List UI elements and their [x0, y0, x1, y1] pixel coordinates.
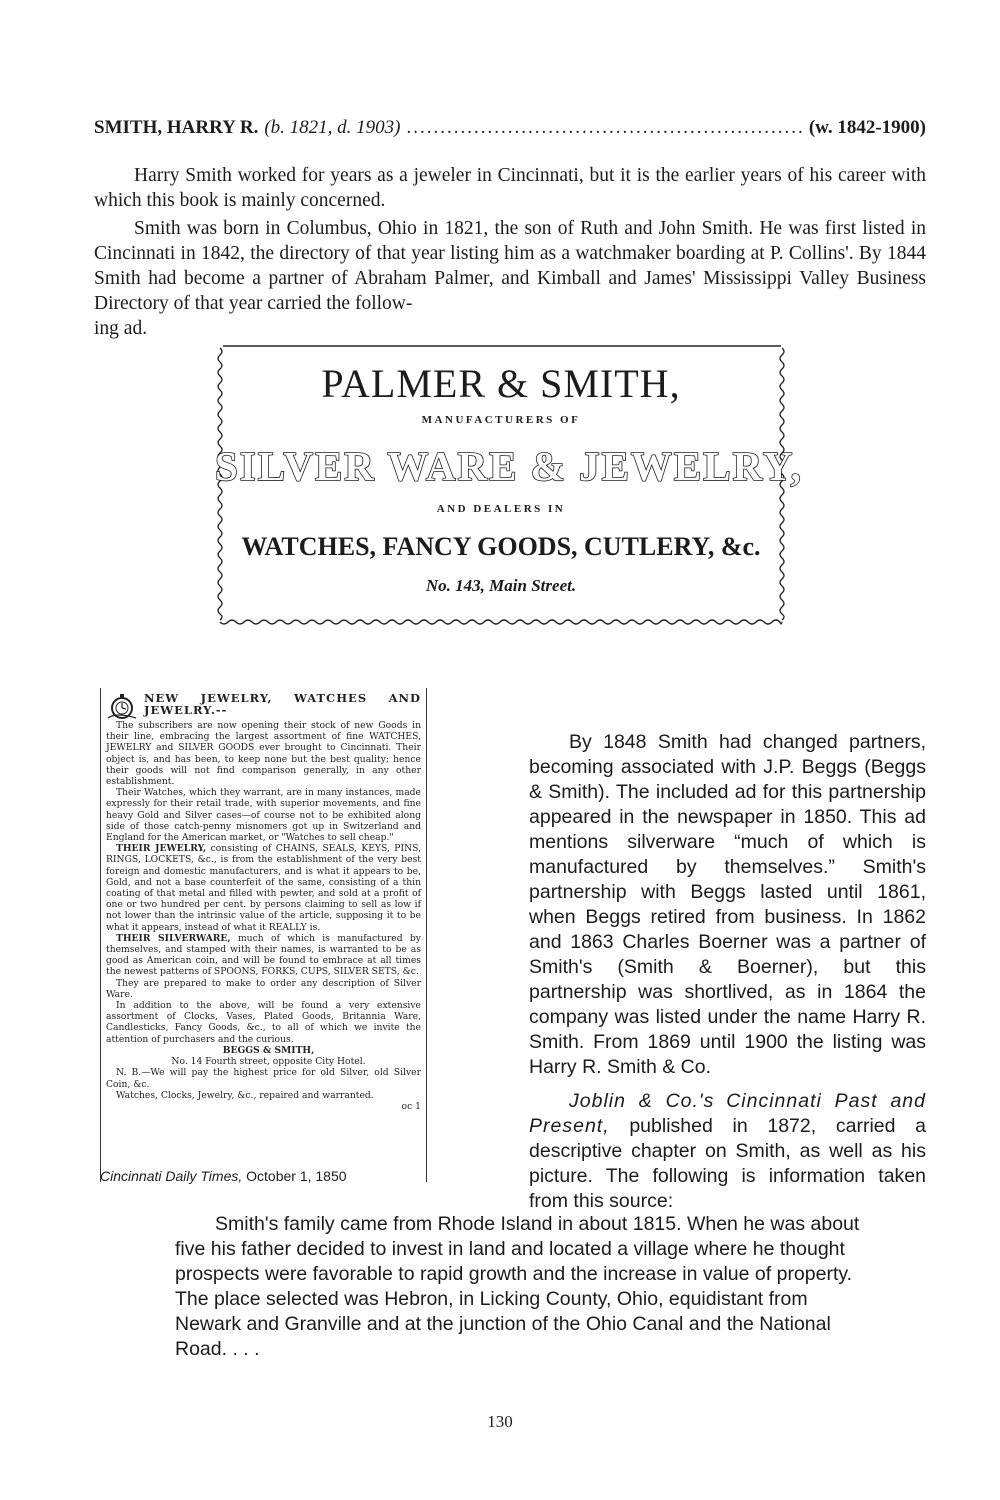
biography-paragraph-end: ing ad.: [94, 318, 148, 339]
right-column: [529, 730, 926, 1214]
ad-paragraph: They are prepared to make to order any description of Silver Ware.: [106, 977, 421, 1000]
caption-date: October 1, 1850: [246, 1168, 347, 1184]
page-number: 130: [487, 1412, 513, 1431]
ad-dealers-line: AND DEALERS IN: [436, 503, 566, 515]
ad-paragraph-text: consisting of CHAINS, SEALS, KEYS, PINS, RINGS, LOCKETS, &c., is from the establishment of the very best foreign and domestic manufacturers, and is what it appears to be, Gold, and not a base counterfeit of the same, consisting of a thin coating of that metal and filled with pewter, and sold at a profit of one or two hundred per cent. by persons claiming to sell as low if not lower than the intrinsic value of the article, supposing it to be what it appears, instead of what it REALLY is.: [106, 843, 421, 933]
block-quote: Smith's family came from Rhode Island in about 1815. When he was about five his father decided to invest in land and located a village where he thought prospects were favorable to rapid growth and the increase in value of property. The place selected was Hebron, in Licking County, Ohio, equidistant from Newark and Granville and at the junction of the Ohio Canal and the National Road. . . .: [175, 1213, 860, 1360]
partnership-paragraph: By 1848 Smith had changed partners, becoming associated with J.P. Beggs (Beggs & Smith). The included ad for this partnership appeared in the newspaper in 1850. This ad mentions silverware “much of which is manufactured by themselves.” Smith's partnership with Beggs lasted until 1861, when Beggs retired from business. In 1862 and 1863 Charles Boerner was a partner of Smith's (Smith & Boerner), but this partnership was shortlived, as in 1864 the company was listed under the name Harry R. Smith. From 1869 until 1900 the listing was Harry R. Smith & Co.: [529, 731, 926, 1078]
ad-paragraph: Their Watches, which they warrant, are in many instances, made expressly for their retail trade, with superior movements, and fine heavy Gold and Silver cases—of course not to be exhibited along side of those catch-penny misnomers got up in Switzerland and England for the American market, or "Watches to sell cheap.": [106, 787, 421, 844]
ad-note: N. B.—We will pay the highest price for old Silver, old Silver Coin, &c.: [106, 1067, 421, 1090]
ad-products-line: SILVER WARE & JEWELRY,: [215, 443, 803, 489]
dot-leader: [407, 117, 803, 139]
ad-caption: [100, 1168, 420, 1184]
ad-address-line: No. 143, Main Street.: [425, 576, 577, 595]
ad-firm-name: PALMER & SMITH,: [321, 361, 681, 406]
ad-header: [106, 692, 421, 720]
entry-life-dates: (b. 1821, d. 1903): [264, 117, 401, 138]
entry-heading: [94, 117, 926, 143]
beggs-smith-advertisement: [100, 688, 427, 1182]
source-title: Cincinnati Past and Present,: [529, 1090, 926, 1137]
entry-working-dates: (w. 1842-1900): [808, 117, 926, 138]
ad-paragraph: In addition to the above, will be found a very extensive assortment of Clocks, Vases, Plated Goods, Britannia Ware, Candlesticks, Fancy Goods, &c., to all of which we invite the attention of purchasers and the curious.: [106, 1000, 421, 1045]
ad-paragraph: [106, 843, 421, 933]
ad-repairs: Watches, Clocks, Jewelry, &c., repaired and warranted.: [116, 1089, 374, 1101]
ad-insertion-code: oc 1: [401, 1100, 421, 1112]
intro-paragraph: Harry Smith worked for years as a jeweler in Cincinnati, but it is the earlier years of his career with which this book is mainly concerned.: [94, 165, 926, 211]
source-paragraph: [529, 1089, 926, 1214]
ad-paragraph: [106, 933, 421, 978]
biography-paragraph: Smith was born in Columbus, Ohio in 1821, the son of Ruth and John Smith. He was first listed in Cincinnati in 1842, the directory of that year listing him as a watchmaker boarding at P. Collins'. By 1844 Smith had become a partner of Abraham Palmer, and Kimball and James' Mississippi Valley Business Directory of that year carried the follow-: [94, 218, 926, 314]
entry-name: SMITH, HARRY R.: [94, 117, 259, 138]
ad-address: No. 14 Fourth street, opposite City Hotel.: [171, 1056, 366, 1068]
ad-caps-lead: THEIR SILVERWARE,: [116, 932, 231, 944]
ad-caps-lead: THEIR JEWELRY,: [116, 843, 207, 855]
source-publisher: Joblin & Co.'s: [569, 1090, 715, 1112]
caption-source: Cincinnati Daily Times,: [100, 1168, 243, 1184]
ad-manufacturers-line: MANUFACTURERS OF: [421, 414, 581, 426]
ad-title: NEW JEWELRY, WATCHES AND JEWELRY.--: [144, 691, 421, 717]
ad-goods-line: WATCHES, FANCY GOODS, CUTLERY, &c.: [241, 532, 761, 561]
ad-paragraph: The subscribers are now opening their stock of new Goods in their line, embracing the largest assortment of fine WATCHES, JEWELRY and SILVER GOODS ever brought to Cincinnati. Their object is, and has been, to keep none but the best quality; hence their goods will not find comparison generally, in any other establishment.: [106, 720, 421, 788]
watch-cut-icon: [106, 692, 140, 720]
ad-signature: BEGGS & SMITH,: [222, 1044, 315, 1056]
palmer-smith-advertisement: [215, 340, 803, 626]
ad-paragraph-text: much of which is manufactured by themselves, and stamped with their names, is warranted to be as good as American coin, and will be found to embrace at all times the newest patterns of SPOONS, FORKS, CUPS, SILVER SETS, &c.: [106, 932, 422, 978]
source-paragraph-text: published in 1872, carried a descriptive chapter on Smith, as well as his picture. The following is information taken from this source:: [529, 1115, 926, 1212]
